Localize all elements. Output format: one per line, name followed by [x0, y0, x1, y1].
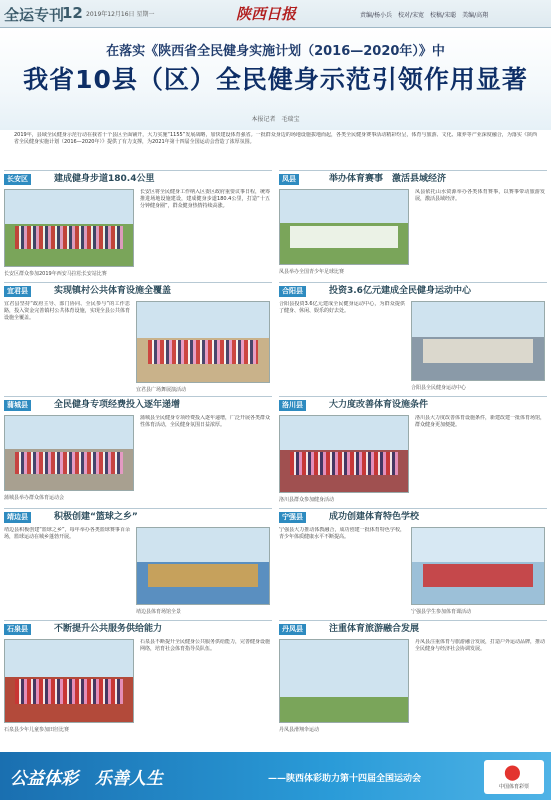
- page-headline: 我省10县（区）全民健身示范引领作用显著: [23, 65, 528, 94]
- editor-credits: 责编/杨小兵 校对/宋宽 校稿/宋聪 美编/高翔: [360, 12, 489, 19]
- right-column: [279, 170, 547, 746]
- district-tag: 宜君县: [4, 286, 31, 297]
- article-text: 宁强县大力推动体教融合，成功创建一批体育特色学校，青少年体质健康水平不断提高。: [279, 527, 405, 540]
- article-photo: [4, 415, 134, 491]
- photo-caption: 丹凤县滑翔伞运动: [279, 727, 320, 733]
- article-text: 丹凤县注重体育与旅游融合发展，打造户外运动品牌，推动全民健身与经济社会协调发展。: [415, 639, 545, 652]
- district-tag: 长安区: [4, 174, 31, 185]
- article-photo: [279, 189, 409, 265]
- district-tag: 靖边县: [4, 512, 31, 523]
- article-title: 全民健身专项经费投入逐年递增: [54, 400, 181, 410]
- article-text: 凤县依托山水资源举办各类体育赛事，以赛事带动旅游发展，激活县域经济。: [415, 189, 545, 202]
- article-title: 注重体育旅游融合发展: [329, 624, 420, 634]
- article-photo: [279, 415, 409, 493]
- article-photo: [136, 301, 270, 383]
- district-tag: 丹凤县: [279, 624, 306, 635]
- district-tag: 合阳县: [279, 286, 306, 297]
- article-text: 蒲城县全民健身专项经费投入逐年递增，广泛开展各类群众性体育活动，全民健身氛围日益浓厚。: [140, 415, 270, 428]
- article-jingbian: [4, 508, 272, 620]
- article-text: 长安区将全民健身工作纳入区委区政府重要议事日程，统筹推进场地设施建设，建成健身步道180.4公里，打造“十五分钟健身圈”，群众健身热情持续高涨。: [140, 189, 270, 209]
- article-changan: [4, 170, 272, 282]
- article-pucheng: [4, 396, 272, 508]
- photo-caption: 靖边县体育场馆全景: [136, 609, 182, 615]
- hero-banner: [0, 28, 551, 130]
- article-ningqiang: [279, 508, 547, 620]
- sports-lottery-logo: [484, 760, 544, 794]
- article-text: 靖边县积极创建“篮球之乡”，每年举办各类篮球赛事百余场，篮球运动在城乡蓬勃开展。: [4, 527, 130, 540]
- page-header: [0, 0, 551, 28]
- article-text: 洛川县大力度改善体育设施条件，新建改建一批体育场馆，群众健身更加便捷。: [415, 415, 545, 428]
- article-title: 举办体育赛事 激活县域经济: [329, 174, 447, 184]
- district-tag: 蒲城县: [4, 400, 31, 411]
- article-title: 不断提升公共服务供给能力: [54, 624, 163, 634]
- photo-caption: 长安区群众参加2019年西安马拉松长安站比赛: [4, 271, 107, 277]
- article-photo: [136, 527, 270, 605]
- banner-event: ——陕西体彩助力第十四届全国运动会: [268, 774, 422, 784]
- photo-caption: 石泉县少年儿童参加田径比赛: [4, 727, 70, 733]
- byline: 本报记者 毛瑞宝: [251, 116, 300, 123]
- article-text: 合阳县投资3.6亿元建成全民健身运动中心，为群众提供了健身、休闲、娱乐的好去处。: [279, 301, 405, 314]
- article-photo: [411, 301, 545, 381]
- photo-caption: 蒲城县举办群众体育运动会: [4, 495, 65, 501]
- photo-caption: 合阳县全民健身运动中心: [411, 385, 467, 391]
- article-photo: [4, 189, 134, 267]
- article-fengxian: [279, 170, 547, 282]
- article-danfeng: [279, 620, 547, 746]
- intro-paragraph: 2019年，县域全民健身示范行动在我省十个县区全面铺开，大力实施“1155”发展战略，加快建设体育强省。一批群众身边的场地设施拔地而起，各类全民健身赛事活动精彩纷呈，体育与旅游、文化、康养等产业深度融合，为落实《陕西省全民健身实施计划（2016—2020年）》提供了有力支撑，为2021年第十四届全国运动会营造了浓厚氛围。: [14, 132, 537, 145]
- article-title: 建成健身步道180.4公里: [54, 174, 155, 184]
- article-shiquan: [4, 620, 272, 746]
- article-photo: [279, 639, 409, 723]
- article-luochuan: [279, 396, 547, 508]
- article-photo: [411, 527, 545, 605]
- article-text: 宜君县坚持“政府主导、部门协同、全民参与”的工作思路，投入资金完善镇村公共体育设施，实现全县公共体育设施全覆盖。: [4, 301, 130, 321]
- article-heyang: [279, 282, 547, 396]
- photo-caption: 洛川县群众参加健身活动: [279, 497, 335, 503]
- photo-caption: 宁强县学生参加体育课活动: [411, 609, 472, 615]
- newspaper-logo: 陕西日报: [236, 5, 297, 23]
- district-tag: 洛川县: [279, 400, 306, 411]
- section-title: 全运专刊: [4, 6, 65, 24]
- article-yijun: [4, 282, 272, 396]
- article-title: 大力度改善体育设施条件: [329, 400, 429, 410]
- page-number: 12: [62, 4, 83, 22]
- district-tag: 宁强县: [279, 512, 306, 523]
- left-column: [4, 170, 272, 746]
- article-title: 成功创建体育特色学校: [329, 512, 420, 522]
- headline-kicker: 在落实《陕西省全民健身实施计划（2016—2020年）》中: [106, 44, 445, 59]
- lottery-brand-name: 中国体育彩票: [498, 784, 529, 790]
- lottery-logo-icon: ⬤: [504, 763, 521, 781]
- article-title: 实现镇村公共体育设施全覆盖: [54, 286, 172, 296]
- banner-slogan: 公益体彩 乐善人生: [10, 769, 163, 789]
- lottery-banner: [0, 752, 551, 800]
- article-photo: [4, 639, 134, 723]
- article-text: 石泉县不断提升全民健身公共服务供给能力，完善健身设施网络，培育社会体育指导员队伍。: [140, 639, 270, 652]
- issue-date: 2019年12月16日 星期一: [86, 11, 155, 18]
- photo-caption: 宜君县广场舞展演活动: [136, 387, 187, 393]
- district-tag: 石泉县: [4, 624, 31, 635]
- district-tag: 凤县: [279, 174, 299, 185]
- photo-caption: 凤县举办全国青少年足球比赛: [279, 269, 345, 275]
- article-title: 积极创建“篮球之乡”: [54, 512, 138, 522]
- article-title: 投资3.6亿元建成全民健身运动中心: [329, 286, 471, 296]
